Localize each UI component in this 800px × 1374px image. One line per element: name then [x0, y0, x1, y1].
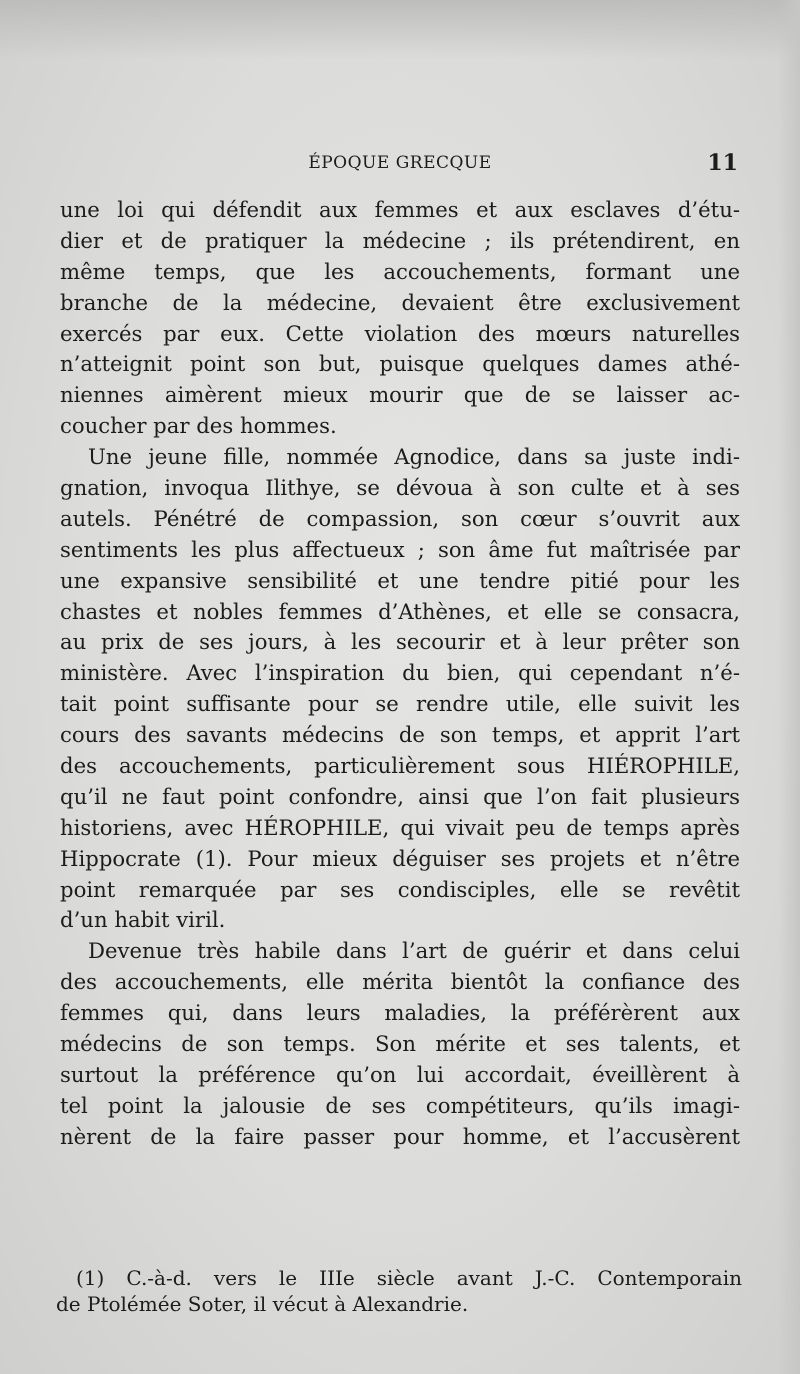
text-line: exercés par eux. Cette violation des mœurs naturelles: [60, 320, 740, 346]
scan-shadow-right: [778, 0, 800, 1374]
text-line: n’atteignit point son but, puisque quelques dames athé-: [60, 351, 740, 377]
footnote-line: de Ptolémée Soter, il vécut à Alexandrie.: [56, 1292, 469, 1316]
text-line: coucher par des hommes.: [60, 413, 337, 439]
text-line: ministère. Avec l’inspiration du bien, qui cependant n’é-: [60, 660, 740, 686]
text-line: Devenue très habile dans l’art de guérir et dans celui: [88, 938, 740, 964]
text-line: d’un habit viril.: [60, 907, 226, 933]
text-line: niennes aimèrent mieux mourir que de se laisser ac-: [60, 382, 740, 408]
text-line: des accouchements, particulièrement sous HIÉROPHILE,: [60, 753, 740, 779]
scan-shadow-top: [0, 0, 800, 60]
text-line: au prix de ses jours, à les secourir et à leur prêter son: [60, 629, 740, 655]
text-line: chastes et nobles femmes d’Athènes, et elle se consacra,: [60, 598, 740, 624]
text-line: tel point la jalousie de ses compétiteurs, qu’ils imagi-: [60, 1092, 740, 1118]
text-line: une loi qui défendit aux femmes et aux esclaves d’étu-: [60, 197, 740, 222]
text-line: qu’il ne faut point confondre, ainsi que l’on fait plusieurs: [60, 783, 740, 809]
text-line: des accouchements, elle mérita bientôt la confiance des: [60, 969, 740, 995]
text-line: autels. Pénétré de compassion, son cœur s’ouvrit aux: [60, 505, 740, 531]
text-line: sentiments les plus affectueux ; son âme fut maîtrisée par: [60, 536, 740, 562]
text-line: gnation, invoqua Ilithye, se dévoua à son culte et à ses: [60, 475, 740, 501]
footnote-line: (1) C.-à-d. vers le IIIe siècle avant J.-C. Contemporain: [76, 1266, 742, 1290]
text-line: historiens, avec HÉROPHILE, qui vivait peu de temps après: [60, 814, 740, 840]
running-head: ÉPOQUE GRECQUE: [308, 153, 492, 173]
text-line: Hippocrate (1). Pour mieux déguiser ses projets et n’être: [60, 845, 740, 871]
text-line: point remarquée par ses condisciples, elle se revêtit: [60, 876, 740, 902]
text-line: branche de la médecine, devaient être exclusivement: [60, 289, 740, 315]
text-line: même temps, que les accouchements, formant une: [60, 258, 740, 284]
text-line: dier et de pratiquer la médecine ; ils prétendirent, en: [60, 227, 740, 253]
body-text: [60, 195, 740, 1153]
footnote: [56, 1265, 742, 1317]
page-number: 11: [707, 150, 738, 176]
text-line: Une jeune fille, nommée Agnodice, dans sa juste indi-: [88, 444, 740, 470]
text-line: nèrent de la faire passer pour homme, et l’accusèrent: [60, 1123, 740, 1149]
text-line: médecins de son temps. Son mérite et ses talents, et: [60, 1031, 740, 1057]
text-line: surtout la préférence qu’on lui accordait, éveillèrent à: [60, 1061, 740, 1087]
text-line: cours des savants médecins de son temps, et apprit l’art: [60, 722, 740, 748]
text-line: femmes qui, dans leurs maladies, la préférèrent aux: [60, 1000, 740, 1026]
text-line: tait point suffisante pour se rendre utile, elle suivit les: [60, 691, 740, 717]
text-line: une expansive sensibilité et une tendre pitié pour les: [60, 567, 740, 593]
page-header: [60, 148, 740, 178]
